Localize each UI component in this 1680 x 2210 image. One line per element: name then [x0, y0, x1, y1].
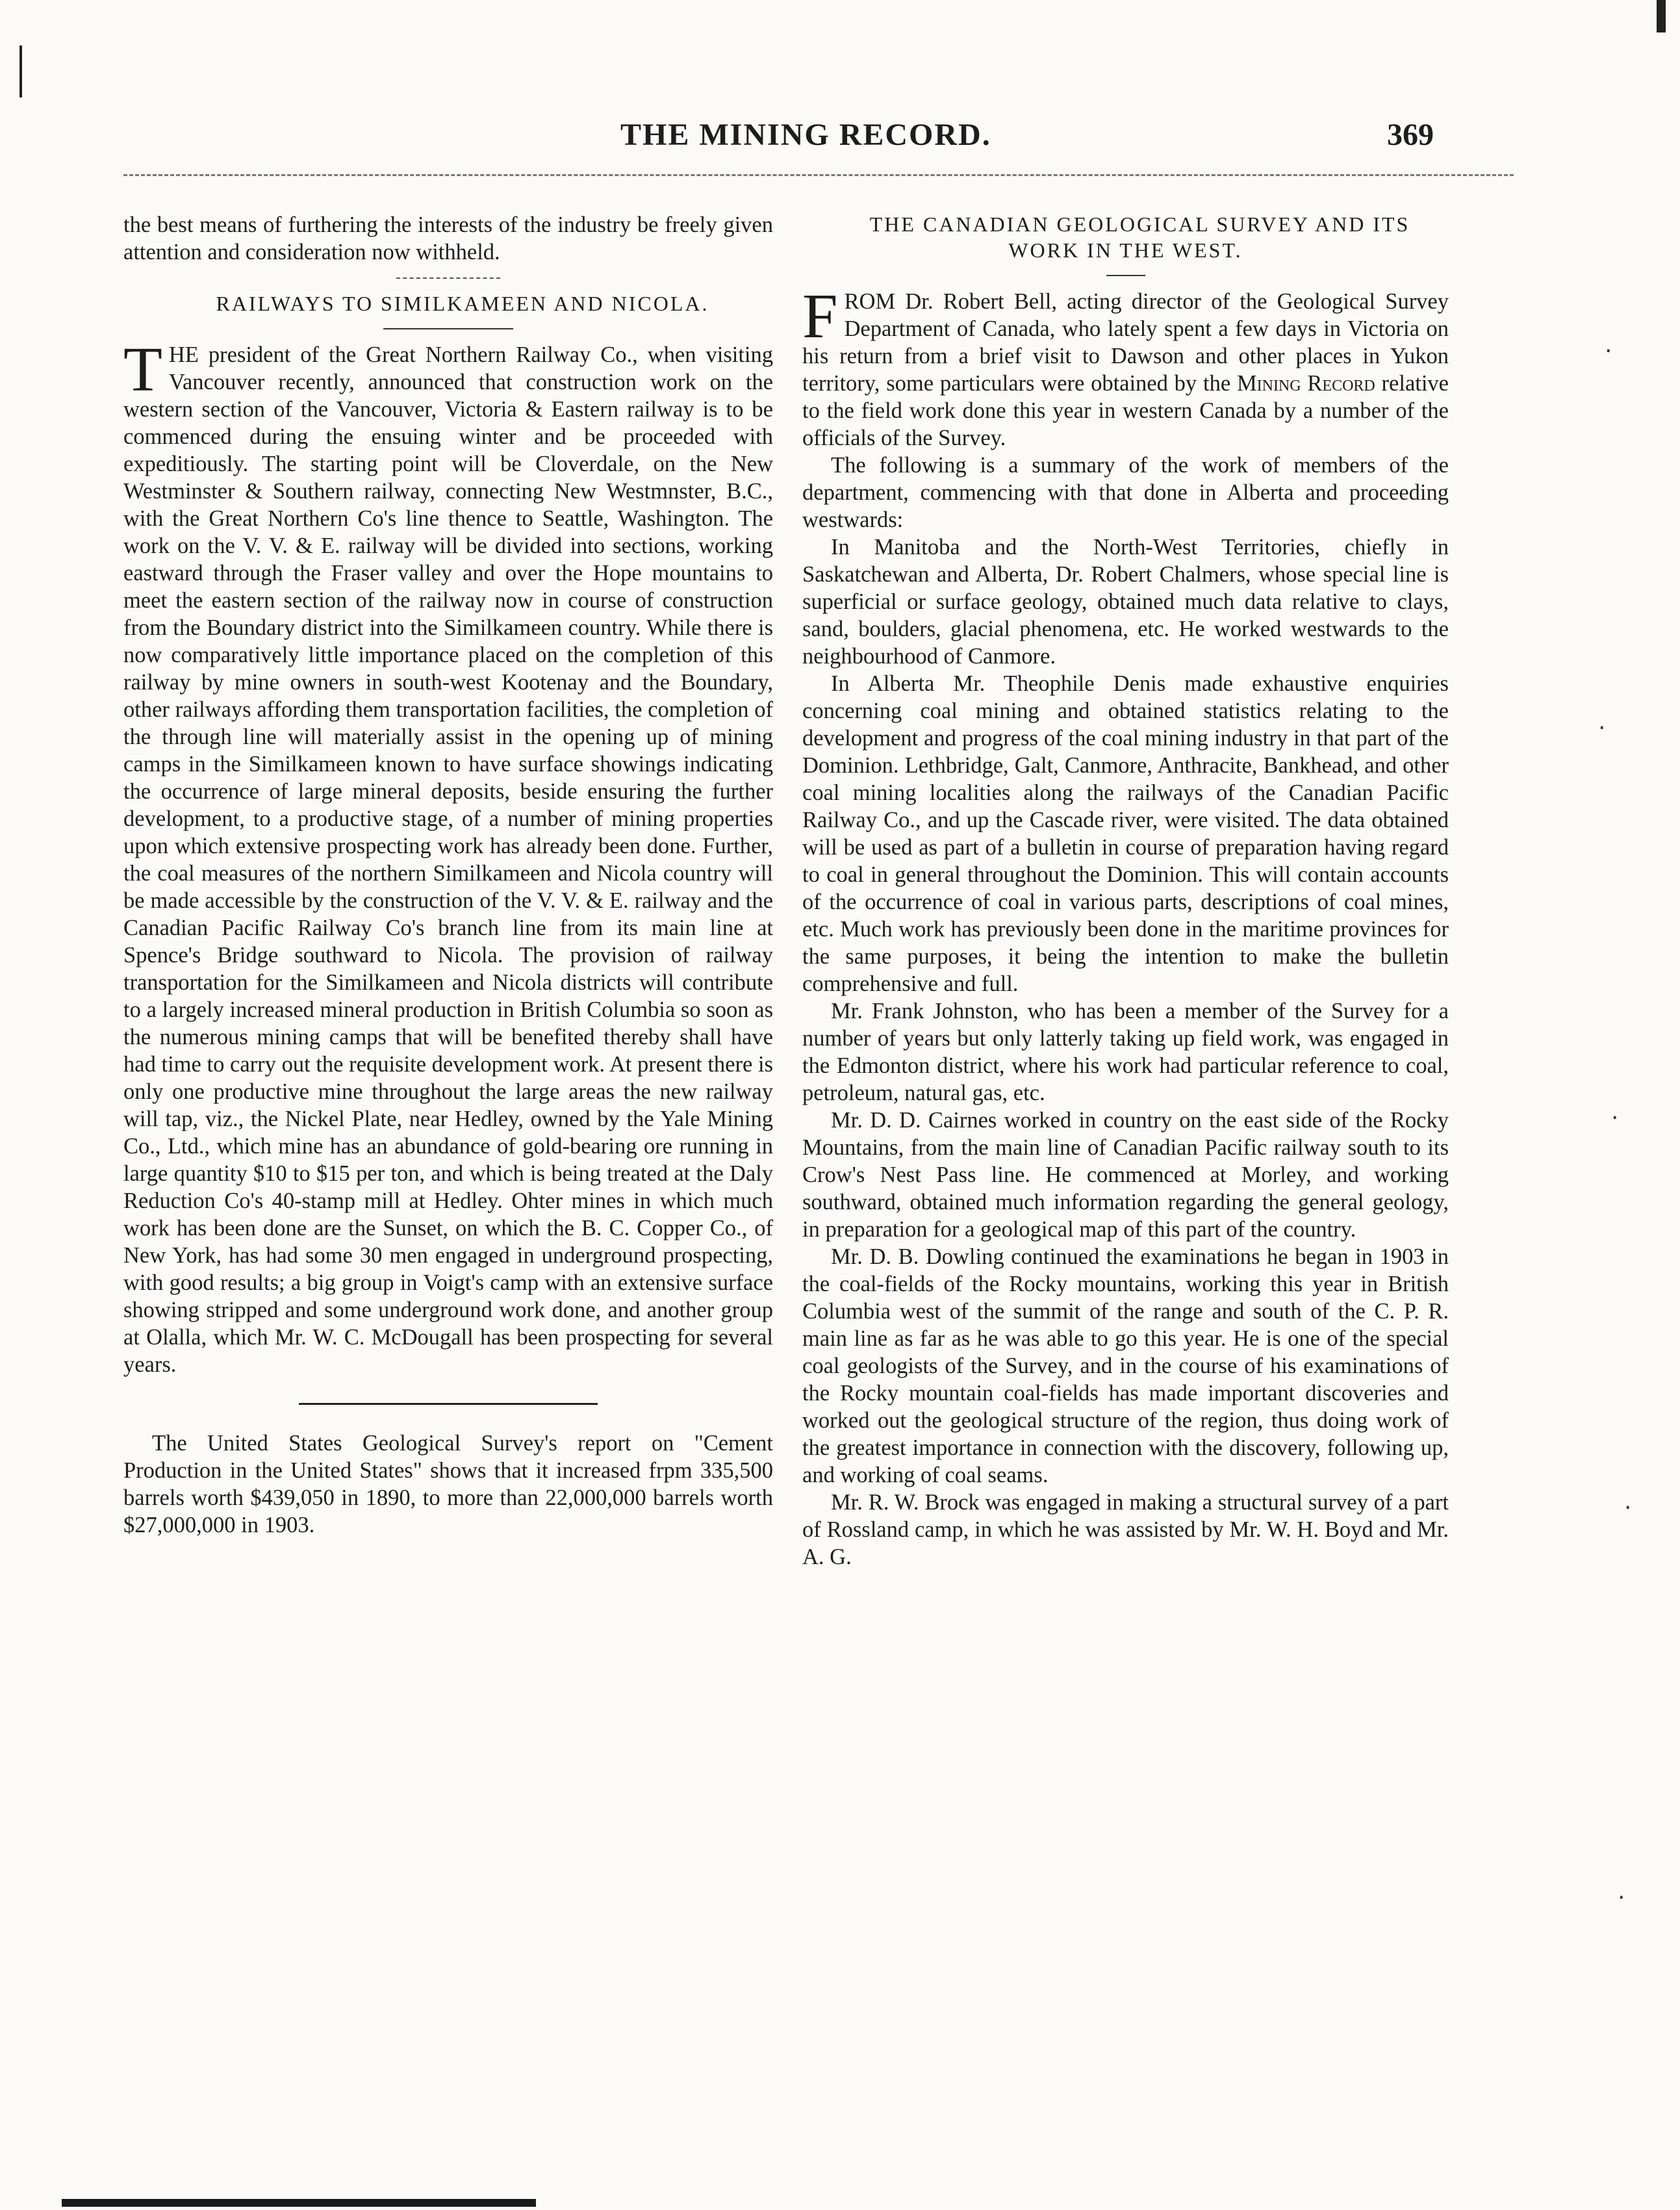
- right-column: [802, 211, 1449, 1571]
- survey-paragraph: In Alberta Mr. Theophile Denis made exhaustive enquiries concerning coal mining and obtained statistics relating to the development and progress of the coal mining industry in that part of the Dominion. Lethbridge, Galt, Canmore, Anthracite, Bankhead, and other coal mining localities along the railways of the Canadian Pacific Railway Co., and up the Cascade river, were visited. The data obtained will be used as part of a bulletin in course of preparation having regard to coal in general throughout the Dominion. This will contain accounts of the occurrence of coal in various parts, descriptions of coal mines, etc. Much work has previously been done in the maritime provinces for the same purposes, it being the intention to make the bulletin comprehensive and full.: [802, 671, 1449, 996]
- intro-text-a: Dr. Robert Bell, acting director of the Geological Survey Department of Canada, who lately spent a few days in Victoria on his return from a brief visit to Dawson and other places in Yukon territory, some particulars were obtained by the: [802, 289, 1449, 396]
- survey-paragraph: Mr. R. W. Brock was engaged in making a structural survey of a part of Rossland camp, in which he was assisted by Mr. W. H. Boyd and Mr. A. G.: [802, 1490, 1449, 1569]
- section-heading-railways: RAILWAYS TO SIMILKAMEEN AND NICOLA.: [216, 292, 709, 315]
- survey-paragraph: Mr. D. B. Dowling continued the examinations he began in 1903 in the coal-fields of the Rocky mountains, working this year in British Columbia west of the summit of the range and south of the C. P. R. main line as far as he was able to go this year. He is one of the special coal geologists of the Survey, and in the course of his examinations of the Rocky mountain coal-fields has made important discoveries and worked out the geological structure of the region, thus doing work of the greatest importance in connection with the discovery, following up, and working of coal seams.: [802, 1244, 1449, 1487]
- railways-text: HE president of the Great Northern Railway Co., when visiting Vancouver recently, announced that construction work on the western section of the Vancouver, Victoria & Eastern railway is to be commenced during the ensuing winter and be proceeded with expeditiously. The starting point will be Cloverdale, on the New Westminster & Southern railway, connecting New Westmnster, B.C., with the Great Northern Co's line thence to Seattle, Washington. The work on the V. V. & E. railway will be divided into sections, working eastward through the Fraser valley and over the Hope mountains to meet the eastern section of the railway now in course of construction from the Boundary district into the Similkameen country. While there is now comparatively little importance placed on the completion of this railway by mine owners in south-west Kootenay and the Boundary, other railways affording them transportation facilities, the completion of the through line will materially assist in the opening up of mining camps in the Similkameen known to have surface showings indicating the occurrence of large mineral deposits, beside ensuring the further development, to a productive stage, of a number of mining properties upon which extensive prospecting work has already been done. Further, the coal measures of the northern Similkameen and Nicola country will be made accessible by the construction of the V. V. & E. railway and the Canadian Pacific Railway Co's branch line from its main line at Spence's Bridge southward to Nicola. The provision of railway transportation for the Similkameen and Nicola districts will contribute to a largely increased mineral production in British Columbia so soon as the numerous mining camps that will be benefited thereby shall have had time to carry out the requisite development work. At present there is only one productive mine throughout the large areas the new railway will tap, viz., the Nickel Plate, near Hedley, owned by the Yale Mining Co., Ltd., which mine has an abundance of gold-bearing ore running in large quantity $10 to $15 per ton, and which is being treated at the Daly Reduction Co's 40-stamp mill at Hedley. Ohter mines in which much work has been done are the Sunset, on which the B. C. Copper Co., of New York, has had some 30 men engaged in underground prospecting, with good results; a big group in Voigt's camp with an extensive surface showing stripped and some underground work done, and another group at Olalla, which Mr. W. C. McDougall has been prospecting for several years.: [123, 342, 773, 1377]
- survey-paragraph: Mr. Frank Johnston, who has been a member of the Survey for a number of years but only latterly taking up field work, was engaged in the Edmonton district, where his work had particular reference to coal, petroleum, natural gas, etc.: [802, 999, 1449, 1105]
- scan-speck: ·: [1598, 715, 1606, 741]
- scan-footer-bar: [62, 2199, 536, 2207]
- page-number: 369: [1387, 118, 1434, 152]
- survey-paragraph: In Manitoba and the North-West Territories, chiefly in Saskatchewan and Alberta, Dr. Robert Chalmers, whose special line is superficial or surface geology, obtained much data relative to clays, sand, boulders, glacial phenomena, etc. He worked westwards to the neighbourhood of Canmore.: [802, 535, 1449, 669]
- article-divider: [299, 1403, 598, 1405]
- intro-lead-word: ROM: [844, 289, 896, 314]
- publication-name: Mining Record: [1236, 371, 1375, 396]
- dropcap-letter: T: [123, 335, 162, 405]
- section-divider: [396, 277, 500, 279]
- usgs-paragraph: The United States Geological Survey's report on "Cement Production in the United States" shows that it increased frpm 335,500 barrels worth $439,050 in 1890, to more than 22,000,000 barrels worth $27,000,000 in 1903.: [123, 1431, 773, 1537]
- intro-paragraph: the best means of furthering the interests of the industry be freely given attention and consideration now withheld.: [123, 212, 773, 264]
- publication-title: THE MINING RECORD.: [620, 118, 991, 152]
- heading-underline: [383, 328, 513, 329]
- survey-paragraph: The following is a summary of the work of members of the department, commencing with that done in Alberta and proceeding westwards:: [802, 453, 1449, 532]
- header-rule: [123, 174, 1514, 176]
- survey-paragraph: Mr. D. D. Cairnes worked in country on the east side of the Rocky Mountains, from the main line of Canadian Pacific railway south to its Crow's Nest Pass line. He commenced at Morley, and working southward, obtained much information regarding the general geology, in preparation for a geological map of this part of the country.: [802, 1108, 1449, 1242]
- running-header: [0, 117, 1680, 169]
- dropcap-letter: F: [802, 281, 838, 352]
- survey-intro-paragraph: [802, 281, 1449, 452]
- scan-speck: ·: [1611, 1105, 1619, 1131]
- scan-edge-mark-left: [19, 45, 22, 97]
- left-column: [123, 211, 773, 1539]
- scan-speck: ·: [1624, 1495, 1632, 1521]
- heading-underline: [1106, 275, 1145, 276]
- railways-paragraph: [123, 335, 773, 1378]
- scan-edge-mark-right: [1657, 0, 1666, 32]
- section-heading-geological-survey: THE CANADIAN GEOLOGICAL SURVEY AND ITS WORK IN THE WEST.: [869, 212, 1410, 262]
- intro-text-b: relative to the field work done this year in western Canada by a number of the officials of the Survey.: [802, 371, 1449, 450]
- scan-speck: ·: [1605, 338, 1612, 365]
- scan-speck: ·: [1618, 1884, 1625, 1911]
